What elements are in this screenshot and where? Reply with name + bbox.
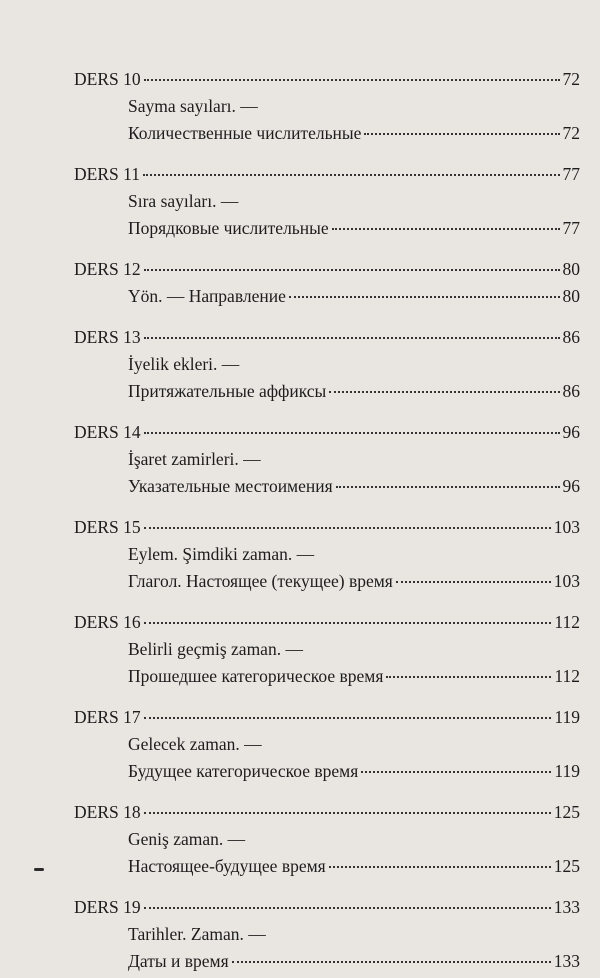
toc-subtitle-ru-row[interactable] (74, 120, 580, 147)
toc-subtitle-ru-row[interactable] (74, 853, 580, 880)
toc-lesson-row[interactable] (74, 799, 580, 826)
toc-lesson-row[interactable] (74, 894, 580, 921)
ink-mark (34, 868, 44, 871)
toc-subtitle-ru-row[interactable] (74, 473, 580, 500)
subtitle-ru-text: Настоящее-будущее время (128, 856, 326, 876)
subtitle-combined-text: Yön. — Направление (128, 286, 286, 306)
dot-leader (144, 78, 560, 81)
page-number: 77 (562, 164, 580, 184)
lesson-title: DERS 14 (74, 422, 141, 442)
subtitle-tr-text: İyelik ekleri. — (128, 354, 240, 374)
subtitle-ru-text: Даты и время (128, 951, 229, 971)
dot-leader (364, 132, 559, 135)
lesson-title: DERS 19 (74, 897, 141, 917)
toc-lesson-row[interactable] (74, 514, 580, 541)
page-number: 72 (562, 69, 580, 89)
toc-lesson-row[interactable] (74, 609, 580, 636)
subtitle-ru-text: Прошедшее категорическое время (128, 666, 384, 686)
page-number: 103 (553, 517, 580, 537)
dot-leader (336, 485, 560, 488)
lesson-title: DERS 18 (74, 802, 141, 822)
toc-subtitle-ru-row[interactable] (74, 378, 580, 405)
toc-subtitle-ru-row[interactable] (74, 215, 580, 242)
toc-lesson-row[interactable] (74, 324, 580, 351)
lesson-title: DERS 10 (74, 69, 141, 89)
page-number: 72 (562, 123, 580, 143)
dot-leader (144, 431, 560, 434)
toc-lesson-row[interactable] (74, 66, 580, 93)
toc-section-ders-16 (74, 609, 580, 690)
dot-leader (329, 390, 559, 393)
toc-section-ders-17 (74, 704, 580, 785)
dot-leader (232, 960, 551, 963)
toc-subtitle-tr (74, 93, 580, 120)
page-number: 96 (562, 476, 580, 496)
page-number: 80 (562, 259, 580, 279)
dot-leader (143, 173, 560, 176)
page-number: 119 (554, 761, 580, 781)
page-number: 112 (554, 666, 580, 686)
subtitle-tr-text: Sayma sayıları. — (128, 96, 258, 116)
dot-leader (329, 865, 551, 868)
toc-subtitle-combined-row[interactable] (74, 283, 580, 310)
toc-subtitle-tr (74, 188, 580, 215)
lesson-title: DERS 15 (74, 517, 141, 537)
toc-section-ders-18 (74, 799, 580, 880)
dot-leader (144, 526, 551, 529)
subtitle-tr-text: Sıra sayıları. — (128, 191, 239, 211)
subtitle-ru-text: Количественные числительные (128, 123, 362, 143)
toc-section-ders-10 (74, 66, 580, 147)
toc-subtitle-tr (74, 351, 580, 378)
subtitle-ru-text: Порядковые числительные (128, 218, 329, 238)
table-of-contents (74, 66, 580, 975)
page-number: 96 (562, 422, 580, 442)
subtitle-ru-text: Указательные местоимения (128, 476, 333, 496)
dot-leader (361, 770, 551, 773)
page-number: 133 (553, 897, 580, 917)
subtitle-tr-text: Tarihler. Zaman. — (128, 924, 266, 944)
toc-section-ders-14 (74, 419, 580, 500)
dot-leader (289, 295, 560, 298)
toc-subtitle-ru-row[interactable] (74, 948, 580, 975)
subtitle-ru-text: Будущее категорическое время (128, 761, 359, 781)
page-number: 125 (553, 856, 580, 876)
dot-leader (396, 580, 551, 583)
dot-leader (144, 336, 560, 339)
subtitle-tr-text: İşaret zamirleri. — (128, 449, 261, 469)
toc-subtitle-ru-row[interactable] (74, 758, 580, 785)
dot-leader (144, 906, 551, 909)
lesson-title: DERS 11 (74, 164, 140, 184)
dot-leader (144, 621, 552, 624)
subtitle-tr-text: Geniş zaman. — (128, 829, 246, 849)
toc-lesson-row[interactable] (74, 704, 580, 731)
subtitle-tr-text: Eylem. Şimdiki zaman. — (128, 544, 315, 564)
dot-leader (386, 675, 551, 678)
dot-leader (144, 268, 560, 271)
toc-subtitle-tr (74, 731, 580, 758)
page-number: 86 (562, 327, 580, 347)
subtitle-tr-text: Belirli geçmiş zaman. — (128, 639, 303, 659)
lesson-title: DERS 12 (74, 259, 141, 279)
page-number: 103 (553, 571, 580, 591)
lesson-title: DERS 17 (74, 707, 141, 727)
toc-subtitle-tr (74, 826, 580, 853)
subtitle-ru-text: Притяжательные аффиксы (128, 381, 327, 401)
toc-section-ders-11 (74, 161, 580, 242)
page-number: 86 (562, 381, 580, 401)
toc-subtitle-tr (74, 921, 580, 948)
toc-lesson-row[interactable] (74, 161, 580, 188)
toc-section-ders-12 (74, 256, 580, 310)
toc-subtitle-ru-row[interactable] (74, 663, 580, 690)
toc-subtitle-tr (74, 446, 580, 473)
dot-leader (332, 227, 560, 230)
subtitle-tr-text: Gelecek zaman. — (128, 734, 262, 754)
page-number: 125 (553, 802, 580, 822)
page-number: 80 (562, 286, 580, 306)
toc-lesson-row[interactable] (74, 419, 580, 446)
page-number: 112 (554, 612, 580, 632)
lesson-title: DERS 13 (74, 327, 141, 347)
page-number: 119 (554, 707, 580, 727)
subtitle-ru-text: Глагол. Настоящее (текущее) время (128, 571, 393, 591)
toc-subtitle-tr (74, 636, 580, 663)
page-number: 77 (562, 218, 580, 238)
dot-leader (144, 811, 551, 814)
toc-subtitle-tr (74, 541, 580, 568)
toc-section-ders-15 (74, 514, 580, 595)
page-number: 133 (553, 951, 580, 971)
toc-lesson-row[interactable] (74, 256, 580, 283)
toc-section-ders-19 (74, 894, 580, 975)
toc-subtitle-ru-row[interactable] (74, 568, 580, 595)
lesson-title: DERS 16 (74, 612, 141, 632)
dot-leader (144, 716, 552, 719)
toc-section-ders-13 (74, 324, 580, 405)
